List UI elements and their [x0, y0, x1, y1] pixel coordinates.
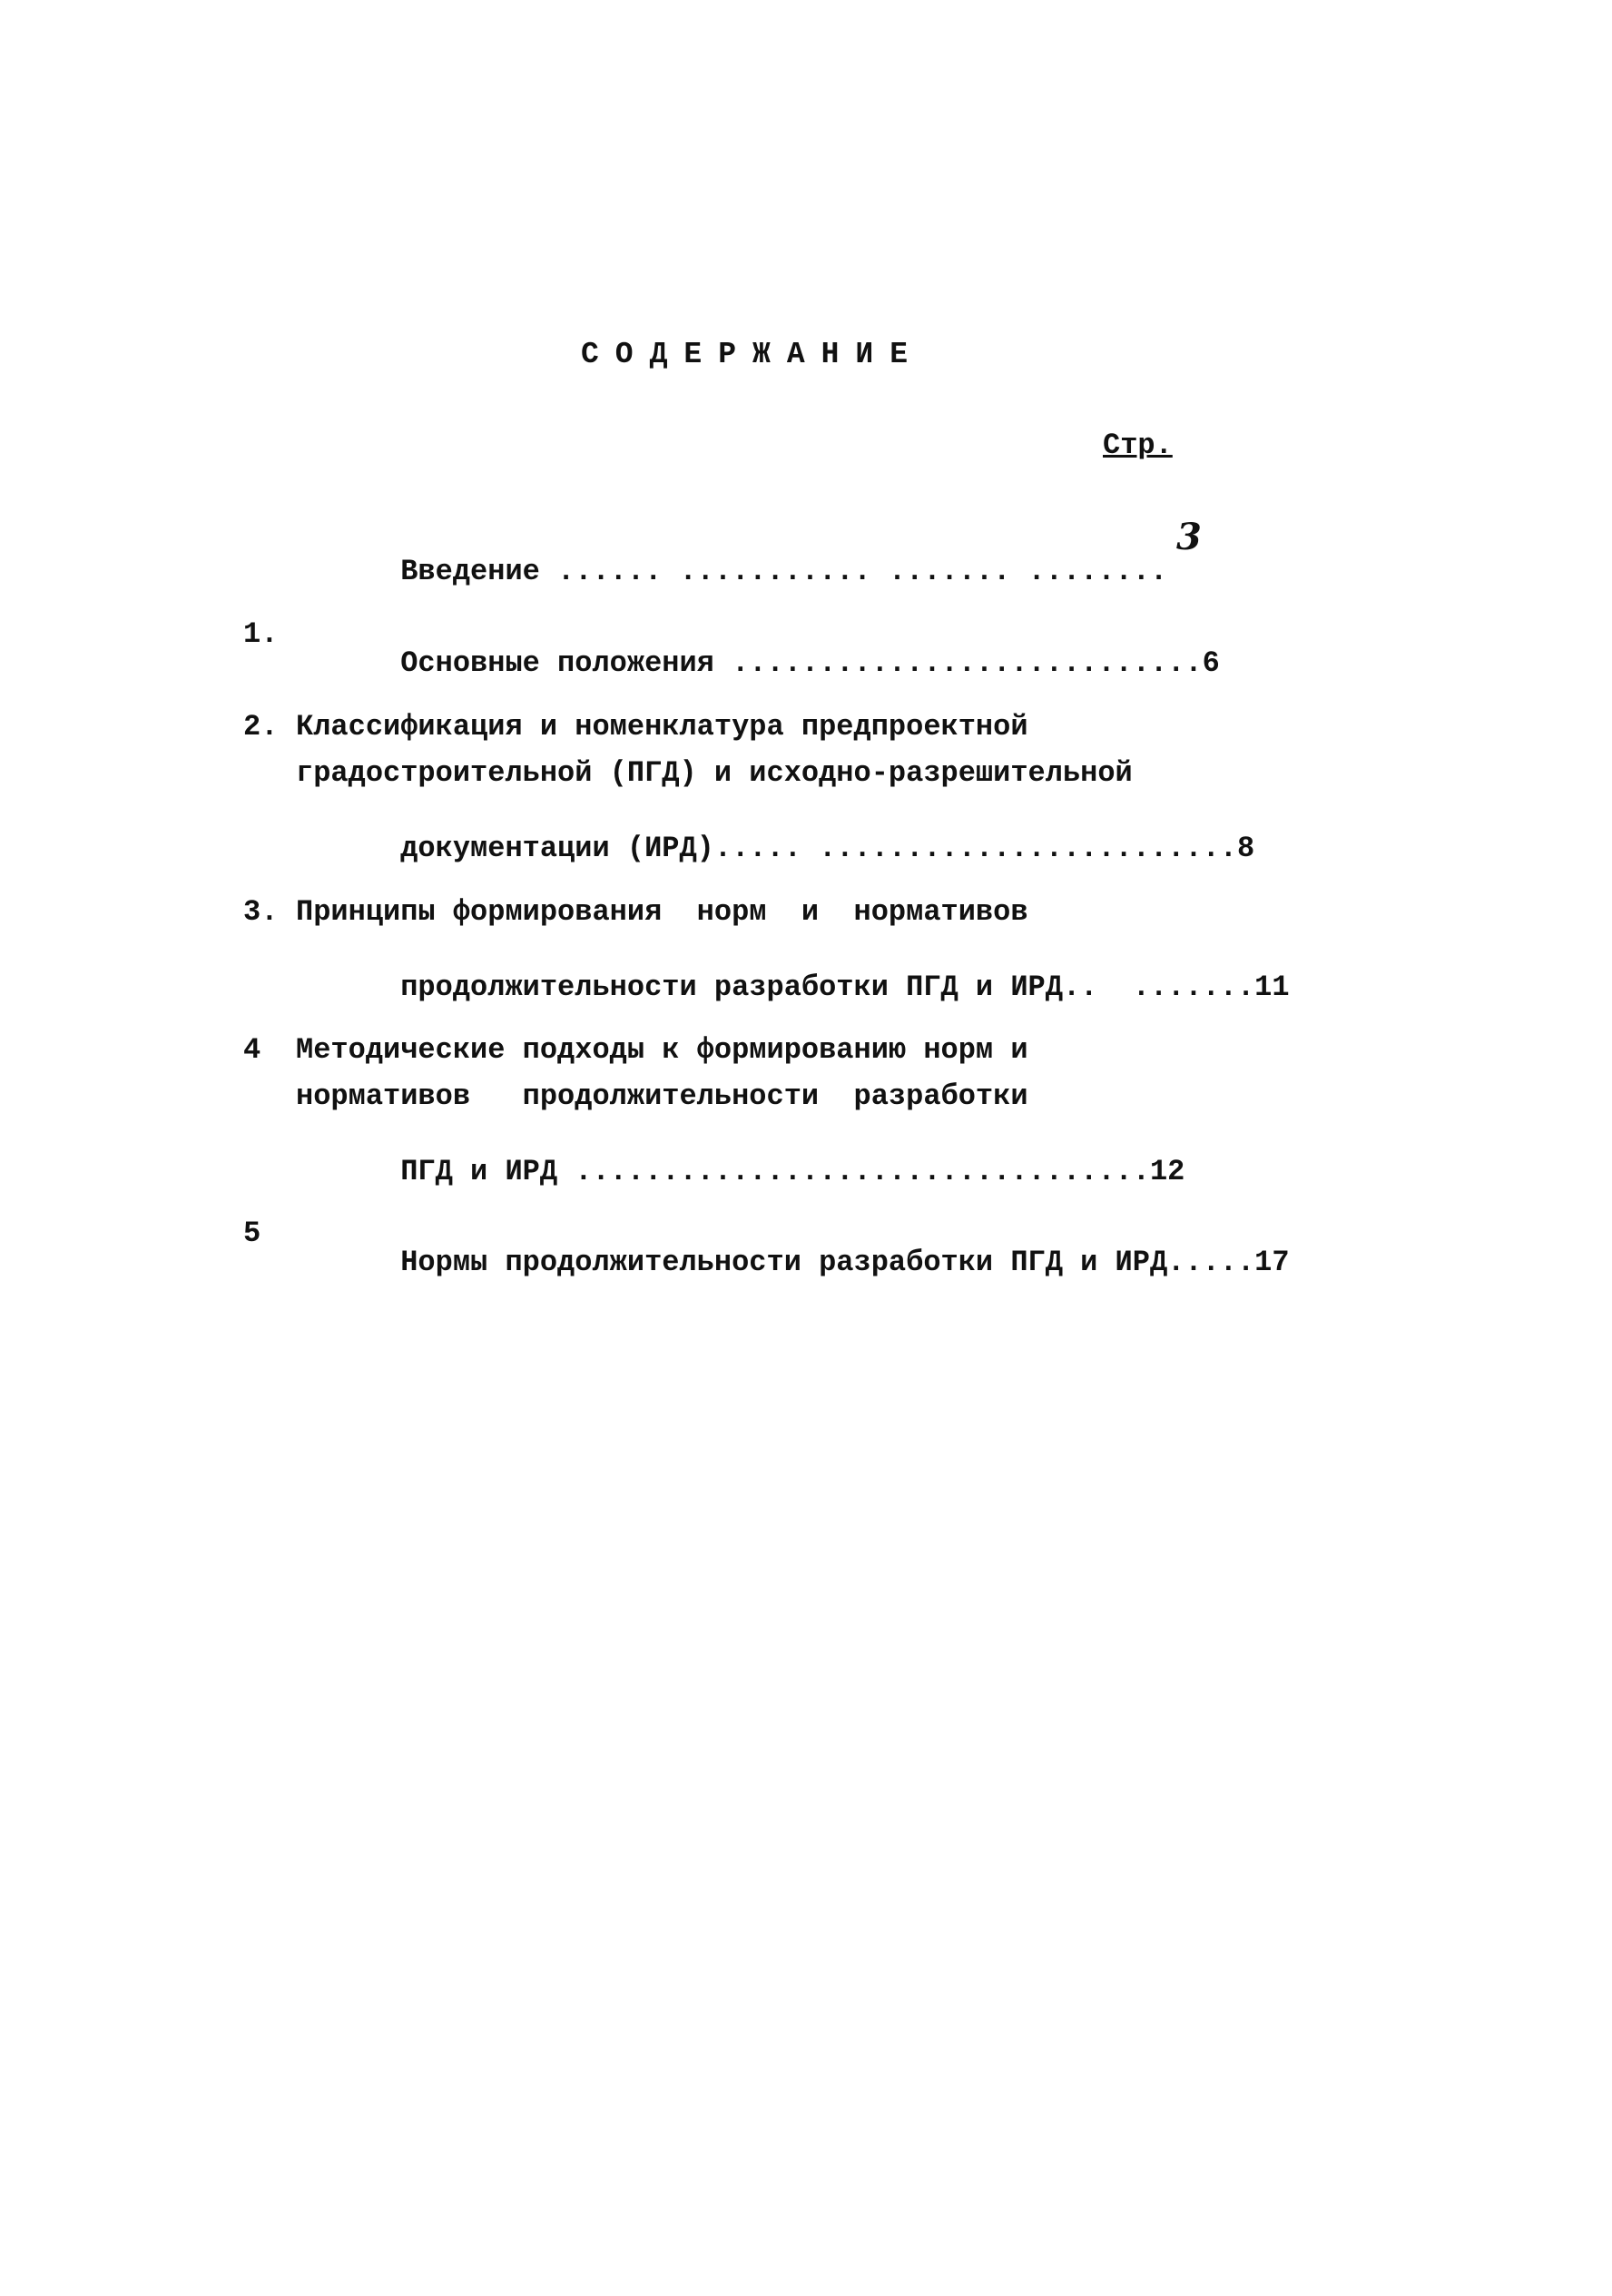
toc-entry-number: 1.: [243, 617, 279, 651]
toc-entry-text: Нормы продолжительности разработки ПГД и ИРД.....: [400, 1246, 1255, 1279]
toc-entry-text: градостроительной (ПГД) и исходно-разрешительной: [296, 756, 1133, 790]
toc-entry-number: 2.: [243, 710, 279, 744]
toc-entry-text: Введение ...... ........... ....... ........: [400, 555, 1168, 588]
toc-entry-number: 4: [243, 1033, 261, 1067]
page-title: СОДЕРЖАНИЕ: [581, 338, 925, 371]
toc-entry-number: 3.: [243, 895, 279, 929]
toc-entry-text: ПГД и ИРД .................................: [400, 1155, 1150, 1188]
toc-entry-text: Основные положения ...........................: [400, 646, 1203, 680]
toc-entry-page: 11: [1254, 971, 1290, 1004]
toc-entry-text: документации (ИРД)..... ........................: [400, 832, 1237, 865]
page-column-label: Стр.: [1103, 429, 1173, 462]
toc-entry-text: Методические подходы к формированию норм и: [296, 1033, 1028, 1067]
toc-entry-page: 3: [1176, 516, 1202, 558]
toc-entry-page: 6: [1202, 646, 1220, 680]
toc-entry-text: Принципы формирования норм и нормативов: [296, 895, 1028, 929]
toc-entry-text: Классификация и номенклатура предпроектной: [296, 710, 1028, 744]
toc-entry-text: продолжительности разработки ПГД и ИРД.. .......: [400, 971, 1255, 1004]
toc-entry-number: 5: [243, 1217, 261, 1250]
toc-entry-page: 12: [1149, 1155, 1185, 1188]
toc-entry-text: нормативов продолжительности разработки: [296, 1079, 1028, 1113]
toc-entry-page: 17: [1254, 1246, 1290, 1279]
toc-entry-page: 8: [1236, 832, 1255, 865]
